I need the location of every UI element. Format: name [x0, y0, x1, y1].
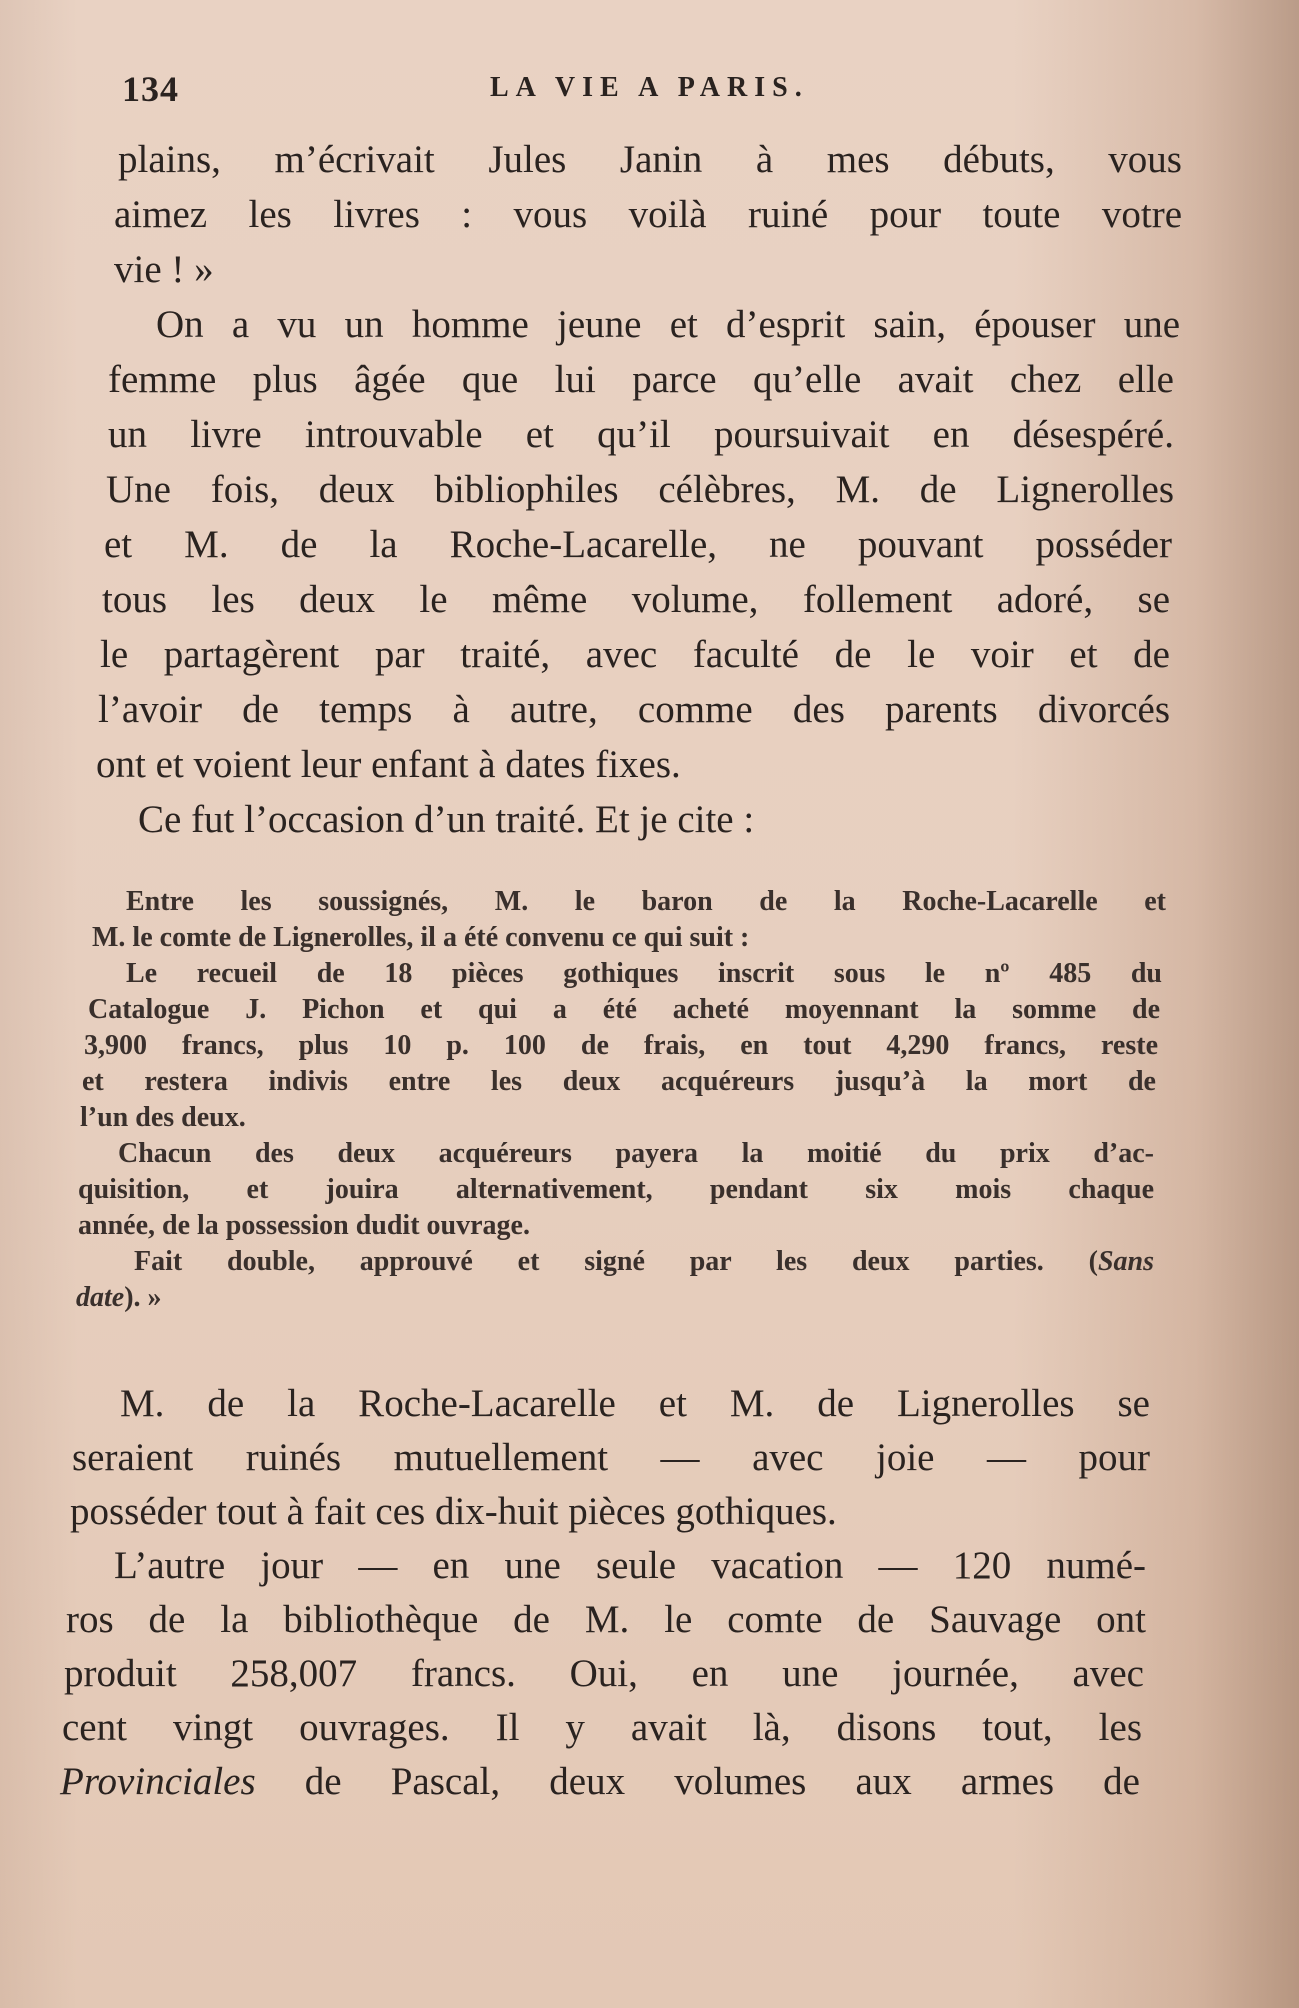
- body-line: posséder tout à fait ces dix-huit pièces gothiques.: [70, 1490, 837, 1533]
- body-line: ros de la bibliothèque de M. le comte de Sauvage ont: [66, 1598, 1146, 1641]
- quote-text: Fait double, approuvé et signé par les deux parties. (: [134, 1246, 1098, 1277]
- body-text: de Pascal, deux volumes aux armes de: [255, 1760, 1140, 1803]
- quote-line: et restera indivis entre les deux acquéreurs jusqu’à la mort de: [82, 1066, 1156, 1097]
- body-line: le partagèrent par traité, avec faculté de le voir et de: [100, 633, 1170, 676]
- quote-line: [76, 1280, 162, 1316]
- quote-line: Chacun des deux acquéreurs payera la moitié du prix d’ac-: [118, 1138, 1154, 1169]
- body-line: Ce fut l’occasion d’un traité. Et je cite :: [138, 798, 755, 841]
- running-title: LA VIE A PARIS.: [490, 72, 809, 103]
- body-line: On a vu un homme jeune et d’esprit sain, épouser une: [156, 303, 1180, 346]
- italic-title: Provinciales: [60, 1760, 256, 1803]
- quote-line: M. le comte de Lignerolles, il a été convenu ce qui suit :: [92, 922, 750, 953]
- body-line: seraient ruinés mutuellement — avec joie — pour: [72, 1436, 1150, 1479]
- body-line: et M. de la Roche-Lacarelle, ne pouvant posséder: [104, 523, 1172, 566]
- body-line: plains, m’écrivait Jules Janin à mes débuts, vous: [118, 138, 1182, 181]
- quote-line: 3,900 francs, plus 10 p. 100 de frais, en tout 4,290 francs, reste: [84, 1030, 1158, 1061]
- quote-line: l’un des deux.: [80, 1102, 246, 1133]
- quote-text: ). »: [124, 1282, 162, 1313]
- quote-line: [134, 1244, 1154, 1280]
- quote-line: année, de la possession dudit ouvrage.: [78, 1210, 530, 1241]
- body-line: aimez les livres : vous voilà ruiné pour toute votre: [114, 193, 1182, 236]
- quote-italic-text: Sans: [1097, 1246, 1154, 1277]
- quote-line: Entre les soussignés, M. le baron de la Roche-Lacarelle et: [126, 886, 1166, 917]
- body-line: l’avoir de temps à autre, comme des parents divorcés: [98, 688, 1170, 731]
- quote-line: Catalogue J. Pichon et qui a été acheté moyennant la somme de: [88, 994, 1160, 1025]
- body-line: Une fois, deux bibliophiles célèbres, M. de Lignerolles: [106, 468, 1174, 511]
- quote-line: Le recueil de 18 pièces gothiques inscrit sous le nº 485 du: [126, 958, 1162, 989]
- body-line: un livre introuvable et qu’il poursuivait en désespéré.: [108, 413, 1174, 456]
- body-line: produit 258,007 francs. Oui, en une journée, avec: [64, 1652, 1144, 1695]
- body-line: L’autre jour — en une seule vacation — 120 numé-: [114, 1544, 1146, 1587]
- body-line: tous les deux le même volume, follement adoré, se: [102, 578, 1170, 621]
- body-line: femme plus âgée que lui parce qu’elle avait chez elle: [108, 358, 1174, 401]
- body-line: ont et voient leur enfant à dates fixes.: [96, 743, 681, 786]
- body-line: [60, 1756, 1140, 1808]
- body-line: M. de la Roche-Lacarelle et M. de Lignerolles se: [120, 1382, 1150, 1425]
- quote-line: quisition, et jouira alternativement, pendant six mois chaque: [78, 1174, 1154, 1205]
- body-line: vie ! »: [114, 248, 214, 291]
- page-number: 134: [122, 69, 179, 109]
- running-head: [122, 68, 1182, 116]
- quote-italic-text: date: [76, 1282, 125, 1313]
- body-line: cent vingt ouvrages. Il y avait là, disons tout, les: [62, 1706, 1142, 1749]
